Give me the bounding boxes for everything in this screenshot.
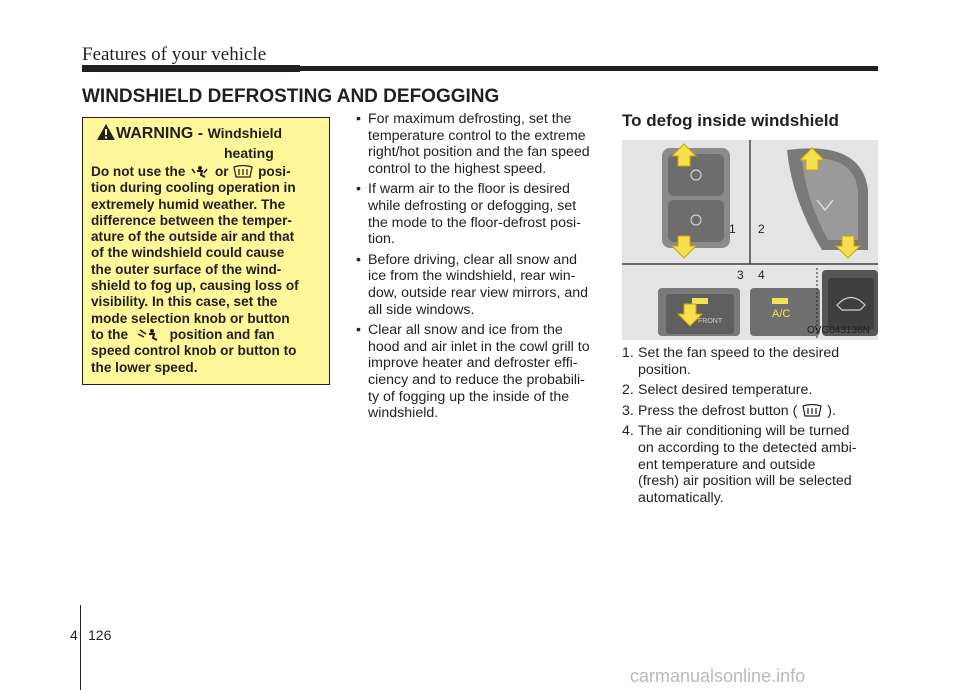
warning-text: Do not use the bbox=[91, 164, 190, 179]
defrost-icon bbox=[801, 404, 823, 418]
list-item-line: all side windows. bbox=[368, 301, 475, 318]
step-text: ). bbox=[827, 402, 836, 419]
fan-floor-icon bbox=[189, 165, 211, 179]
warning-text: to the bbox=[91, 326, 132, 342]
figure-label-1: 1 bbox=[729, 222, 736, 236]
list-item bbox=[354, 322, 604, 422]
list-item-line: • If warm air to the floor is desired bbox=[368, 181, 570, 198]
list-item bbox=[622, 345, 880, 378]
warning-line: difference between the temper- bbox=[91, 212, 292, 228]
list-item-line: the mode to the floor-defrost posi- bbox=[368, 214, 581, 231]
list-item bbox=[354, 252, 604, 318]
list-item-line: dow, outside rear view mirrors, and bbox=[368, 284, 588, 301]
step-line: (fresh) air position will be selected bbox=[638, 473, 852, 490]
warning-topic-line2: heating bbox=[224, 145, 274, 161]
warning-line bbox=[91, 327, 324, 343]
figure-label-3: 3 bbox=[737, 268, 744, 282]
figure-illustration bbox=[622, 140, 878, 340]
list-item-line: • For maximum defrosting, set the bbox=[368, 111, 572, 127]
figure-label-2: 2 bbox=[758, 222, 765, 236]
figure-label-4: 4 bbox=[758, 268, 765, 282]
step-number: 2. bbox=[622, 382, 634, 399]
warning-text: position and fan bbox=[169, 326, 275, 342]
figure-caption: OVG043136N bbox=[807, 325, 870, 336]
warning-line: the outer surface of the wind- bbox=[91, 261, 282, 277]
list-item bbox=[354, 111, 604, 177]
list-item-line: control to the highest speed. bbox=[368, 160, 547, 177]
list-item bbox=[622, 382, 880, 399]
list-item bbox=[354, 181, 604, 247]
step-number: 4. bbox=[622, 423, 634, 440]
warning-body bbox=[91, 164, 324, 376]
list-item-line: • Before driving, clear all snow and bbox=[368, 251, 577, 268]
list-item bbox=[622, 423, 880, 506]
list-item-line: • Clear all snow and ice from the bbox=[368, 322, 563, 339]
list-item-line: hood and air inlet in the cowl grill to bbox=[368, 338, 590, 355]
warning-text: or bbox=[214, 164, 233, 179]
list-item-line: ty of fogging up the inside of the bbox=[368, 388, 570, 405]
step-line: ent temperature and outside bbox=[638, 456, 816, 473]
list-item-line: ciency and to reduce the probabili- bbox=[368, 371, 585, 388]
warning-text: posi- bbox=[258, 164, 291, 179]
warning-line: ature of the outside air and that bbox=[91, 229, 295, 245]
step-line: on according to the detected ambi- bbox=[638, 439, 857, 456]
bullet-list bbox=[354, 111, 604, 426]
list-item-line: while defrosting or defogging, set bbox=[368, 197, 577, 214]
warning-heading bbox=[116, 125, 282, 143]
list-item-line: improve heater and defroster effi- bbox=[368, 355, 578, 372]
figure-ac-label: A/C bbox=[772, 308, 791, 320]
step-line: automatically. bbox=[638, 489, 724, 506]
defrost-icon bbox=[232, 165, 254, 179]
warning-label: WARNING - bbox=[116, 125, 204, 142]
step-text: Press the defrost button ( bbox=[638, 402, 798, 419]
step-line: position. bbox=[638, 361, 691, 378]
footer-divider bbox=[80, 605, 81, 690]
warning-triangle-icon bbox=[96, 123, 116, 141]
control-panel-figure bbox=[622, 140, 878, 340]
warning-line: the lower speed. bbox=[91, 359, 198, 375]
step-number: 1. bbox=[622, 345, 634, 361]
step-line: The air conditioning will be turned bbox=[638, 423, 850, 440]
list-item-line: ice from the windshield, rear win- bbox=[368, 268, 576, 285]
section-title: WINDSHIELD DEFROSTING AND DEFOGGING bbox=[82, 86, 500, 107]
list-item-line: right/hot position and the fan speed bbox=[368, 144, 590, 161]
warning-line: speed control knob or button to bbox=[91, 343, 297, 359]
warning-line bbox=[91, 164, 324, 180]
page-header-title: Features of your vehicle bbox=[82, 44, 267, 65]
warning-line: shield to fog up, causing loss of bbox=[91, 278, 299, 294]
warning-topic: Windshield bbox=[207, 125, 283, 141]
list-item-line: tion. bbox=[368, 231, 395, 248]
list-item-line: temperature control to the extreme bbox=[368, 127, 586, 144]
list-item bbox=[622, 403, 880, 420]
defog-heading: To defog inside windshield bbox=[622, 111, 839, 130]
header-rule-accent bbox=[82, 65, 300, 72]
figure-front-label: FRONT bbox=[698, 318, 723, 325]
floor-defrost-icon bbox=[132, 328, 166, 342]
warning-line: extremely humid weather. The bbox=[91, 196, 286, 212]
step-line bbox=[638, 403, 880, 420]
defog-steps bbox=[622, 345, 880, 510]
step-number: 3. bbox=[622, 402, 634, 419]
warning-line: tion during cooling operation in bbox=[91, 180, 296, 196]
step-line: Select desired temperature. bbox=[638, 382, 813, 399]
watermark: carmanualsonline.info bbox=[630, 666, 806, 686]
warning-line: of the windshield could cause bbox=[91, 245, 285, 261]
warning-line: mode selection knob or button bbox=[91, 310, 290, 326]
chapter-number: 4 bbox=[70, 627, 78, 643]
step-line: Set the fan speed to the desired bbox=[638, 345, 840, 361]
warning-line: visibility. In this case, set the bbox=[91, 294, 278, 310]
page-number: 126 bbox=[88, 627, 112, 643]
list-item-line: windshield. bbox=[368, 405, 439, 422]
